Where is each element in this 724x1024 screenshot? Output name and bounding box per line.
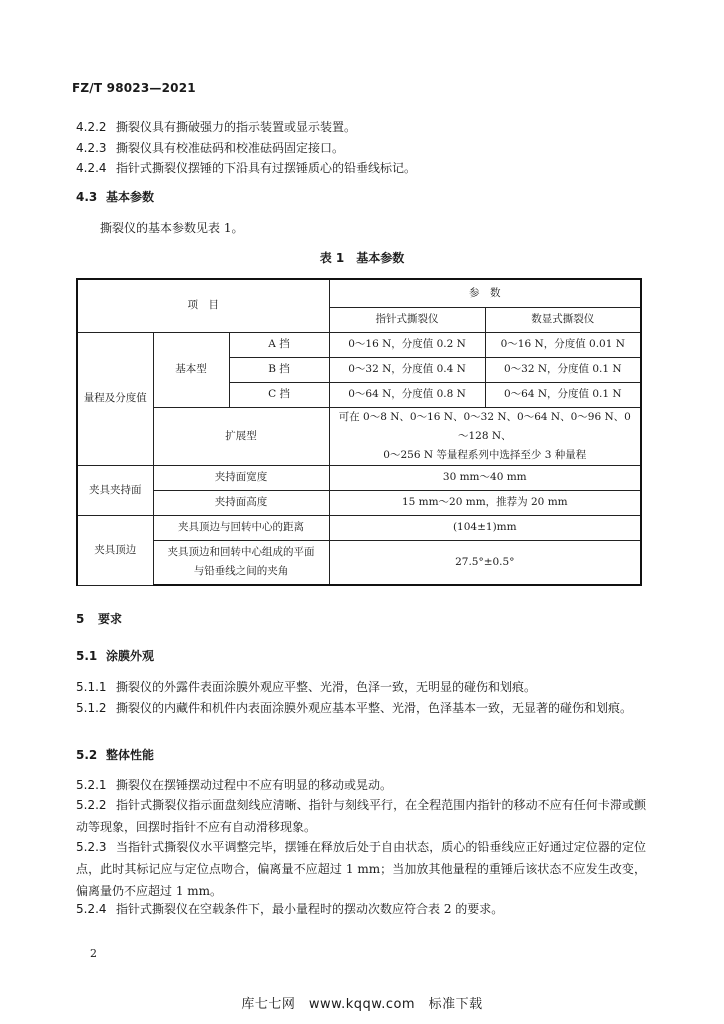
- clause-number: 5.2.2: [76, 798, 107, 812]
- clause-text: 撕裂仪具有撕破强力的指示装置或显示装置。: [116, 120, 357, 134]
- clause-5-2-4: [76, 898, 646, 920]
- clause-text: 撕裂仪的内藏件和机件内表面涂膜外观应基本平整、光滑，色泽基本一致，无显著的碰伤和划痕。: [116, 701, 633, 715]
- clause-5-2-2: [76, 794, 646, 838]
- digital-value: 0～16 N，分度值 0.01 N: [485, 332, 641, 357]
- table-1-caption: 表 1 基本参数: [319, 251, 405, 265]
- clause-text: 撕裂仪具有校准砝码和校准砝码固定接口。: [116, 141, 345, 155]
- section-5-1-heading: [76, 647, 154, 664]
- section-4-3-intro: 撕裂仪的基本参数见表 1。: [100, 221, 244, 235]
- section-number: 4.3: [76, 190, 98, 204]
- section-4-3-heading: [76, 188, 154, 205]
- header-pointer-tester: 指针式撕裂仪: [329, 307, 485, 332]
- clause-5-1-1: [76, 676, 646, 698]
- pointer-value: 0～32 N，分度值 0.4 N: [329, 357, 485, 382]
- clause-4-2-3: [76, 139, 344, 156]
- angle-label: [153, 540, 329, 585]
- basic-parameters-table: [76, 278, 642, 586]
- clause-number: 4.2.2: [76, 120, 107, 134]
- gear-label: B 挡: [229, 357, 329, 382]
- clause-text: 指针式撕裂仪在空载条件下，最小量程时的摆动次数应符合表 2 的要求。: [116, 902, 504, 916]
- gear-label: A 挡: [229, 332, 329, 357]
- angle-label-line-2: 与铅垂线之间的夹角: [193, 565, 289, 578]
- gear-label: C 挡: [229, 382, 329, 407]
- basic-type-label: 基本型: [153, 332, 229, 407]
- section-title: 整体性能: [106, 748, 155, 762]
- clause-text: 撕裂仪的外露件表面涂膜外观应平整、光滑，色泽一致，无明显的碰伤和划痕。: [116, 680, 537, 694]
- clamp-height-label: 夹持面高度: [153, 490, 329, 515]
- digital-value: 0～64 N，分度值 0.1 N: [485, 382, 641, 407]
- clause-text: 指针式撕裂仪摆锤的下沿具有过摆锤质心的铅垂线标记。: [116, 161, 417, 175]
- digital-value: 0～32 N，分度值 0.1 N: [485, 357, 641, 382]
- clause-number: 4.2.4: [76, 161, 107, 175]
- section-title: 涂膜外观: [106, 649, 155, 663]
- clause-number: 5.2.4: [76, 902, 107, 916]
- pointer-value: 0～16 N，分度值 0.2 N: [329, 332, 485, 357]
- angle-label-line-1: 夹具顶边和回转中心组成的平面: [167, 546, 315, 559]
- extended-type-line-2: 0～256 N 等量程系列中选择至少 3 种量程: [383, 448, 587, 461]
- clause-text: 当指针式撕裂仪水平调整完毕，摆锤在释放后处于自由状态，质心的铅垂线应正好通过定位器的定位点，此时其标记应与定位点吻合，偏离量不应超过 1 mm；当加放其他量程的重锤后该状态不应发生改变，偏离量仍不应超过 1 mm。: [76, 840, 646, 898]
- section-5-2-heading: [76, 746, 154, 763]
- clause-number: 5.2.1: [76, 778, 107, 792]
- clamp-width-value: 30 mm～40 mm: [329, 465, 641, 490]
- clause-number: 5.1.1: [76, 680, 107, 694]
- standard-number: FZ/T 98023—2021: [72, 81, 196, 95]
- header-params: 参 数: [329, 279, 641, 307]
- clause-text: 指针式撕裂仪指示面盘刻线应清晰、指针与刻线平行，在全程范围内指针的移动不应有任何卡滞或颤动等现象，回摆时指针不应有自动滑移现象。: [76, 798, 646, 834]
- clamp-top-label: 夹具顶边: [77, 515, 153, 585]
- distance-label: 夹具顶边与回转中心的距离: [153, 515, 329, 540]
- distance-value: (104±1)mm: [329, 515, 641, 540]
- header-digital-tester: 数显式撕裂仪: [485, 307, 641, 332]
- section-number: 5.1: [76, 649, 98, 663]
- section-number: 5.2: [76, 748, 98, 762]
- footer-watermark: 库七七网 www.kqqw.com 标准下载: [241, 997, 483, 1012]
- section-number: 5: [76, 612, 85, 626]
- clamp-face-label: 夹具夹持面: [77, 465, 153, 515]
- extended-type-label: 扩展型: [153, 407, 329, 465]
- clause-number: 5.2.3: [76, 840, 107, 854]
- clause-4-2-4: [76, 159, 416, 176]
- section-5-heading: [76, 610, 122, 627]
- clause-5-2-3: [76, 836, 646, 902]
- clamp-height-value: 15 mm～20 mm，推荐为 20 mm: [329, 490, 641, 515]
- extended-type-value: [329, 407, 641, 465]
- clause-5-1-2: [76, 697, 646, 719]
- clamp-width-label: 夹持面宽度: [153, 465, 329, 490]
- header-item: 项 目: [77, 279, 329, 332]
- pointer-value: 0～64 N，分度值 0.8 N: [329, 382, 485, 407]
- range-group-label: 量程及分度值: [77, 332, 153, 465]
- clause-4-2-2: [76, 118, 356, 135]
- clause-number: 5.1.2: [76, 701, 107, 715]
- section-title: 基本参数: [106, 190, 155, 204]
- clause-number: 4.2.3: [76, 141, 107, 155]
- clause-5-2-1: [76, 774, 646, 796]
- clause-text: 撕裂仪在摆锤摆动过程中不应有明显的移动或晃动。: [116, 778, 393, 792]
- extended-type-line-1: 可在 0～8 N、0～16 N、0～32 N、0～64 N、0～96 N、0～128 N、: [338, 410, 631, 442]
- angle-value: 27.5°±0.5°: [329, 540, 641, 585]
- page-number: 2: [90, 947, 97, 960]
- section-title: 要求: [98, 612, 123, 626]
